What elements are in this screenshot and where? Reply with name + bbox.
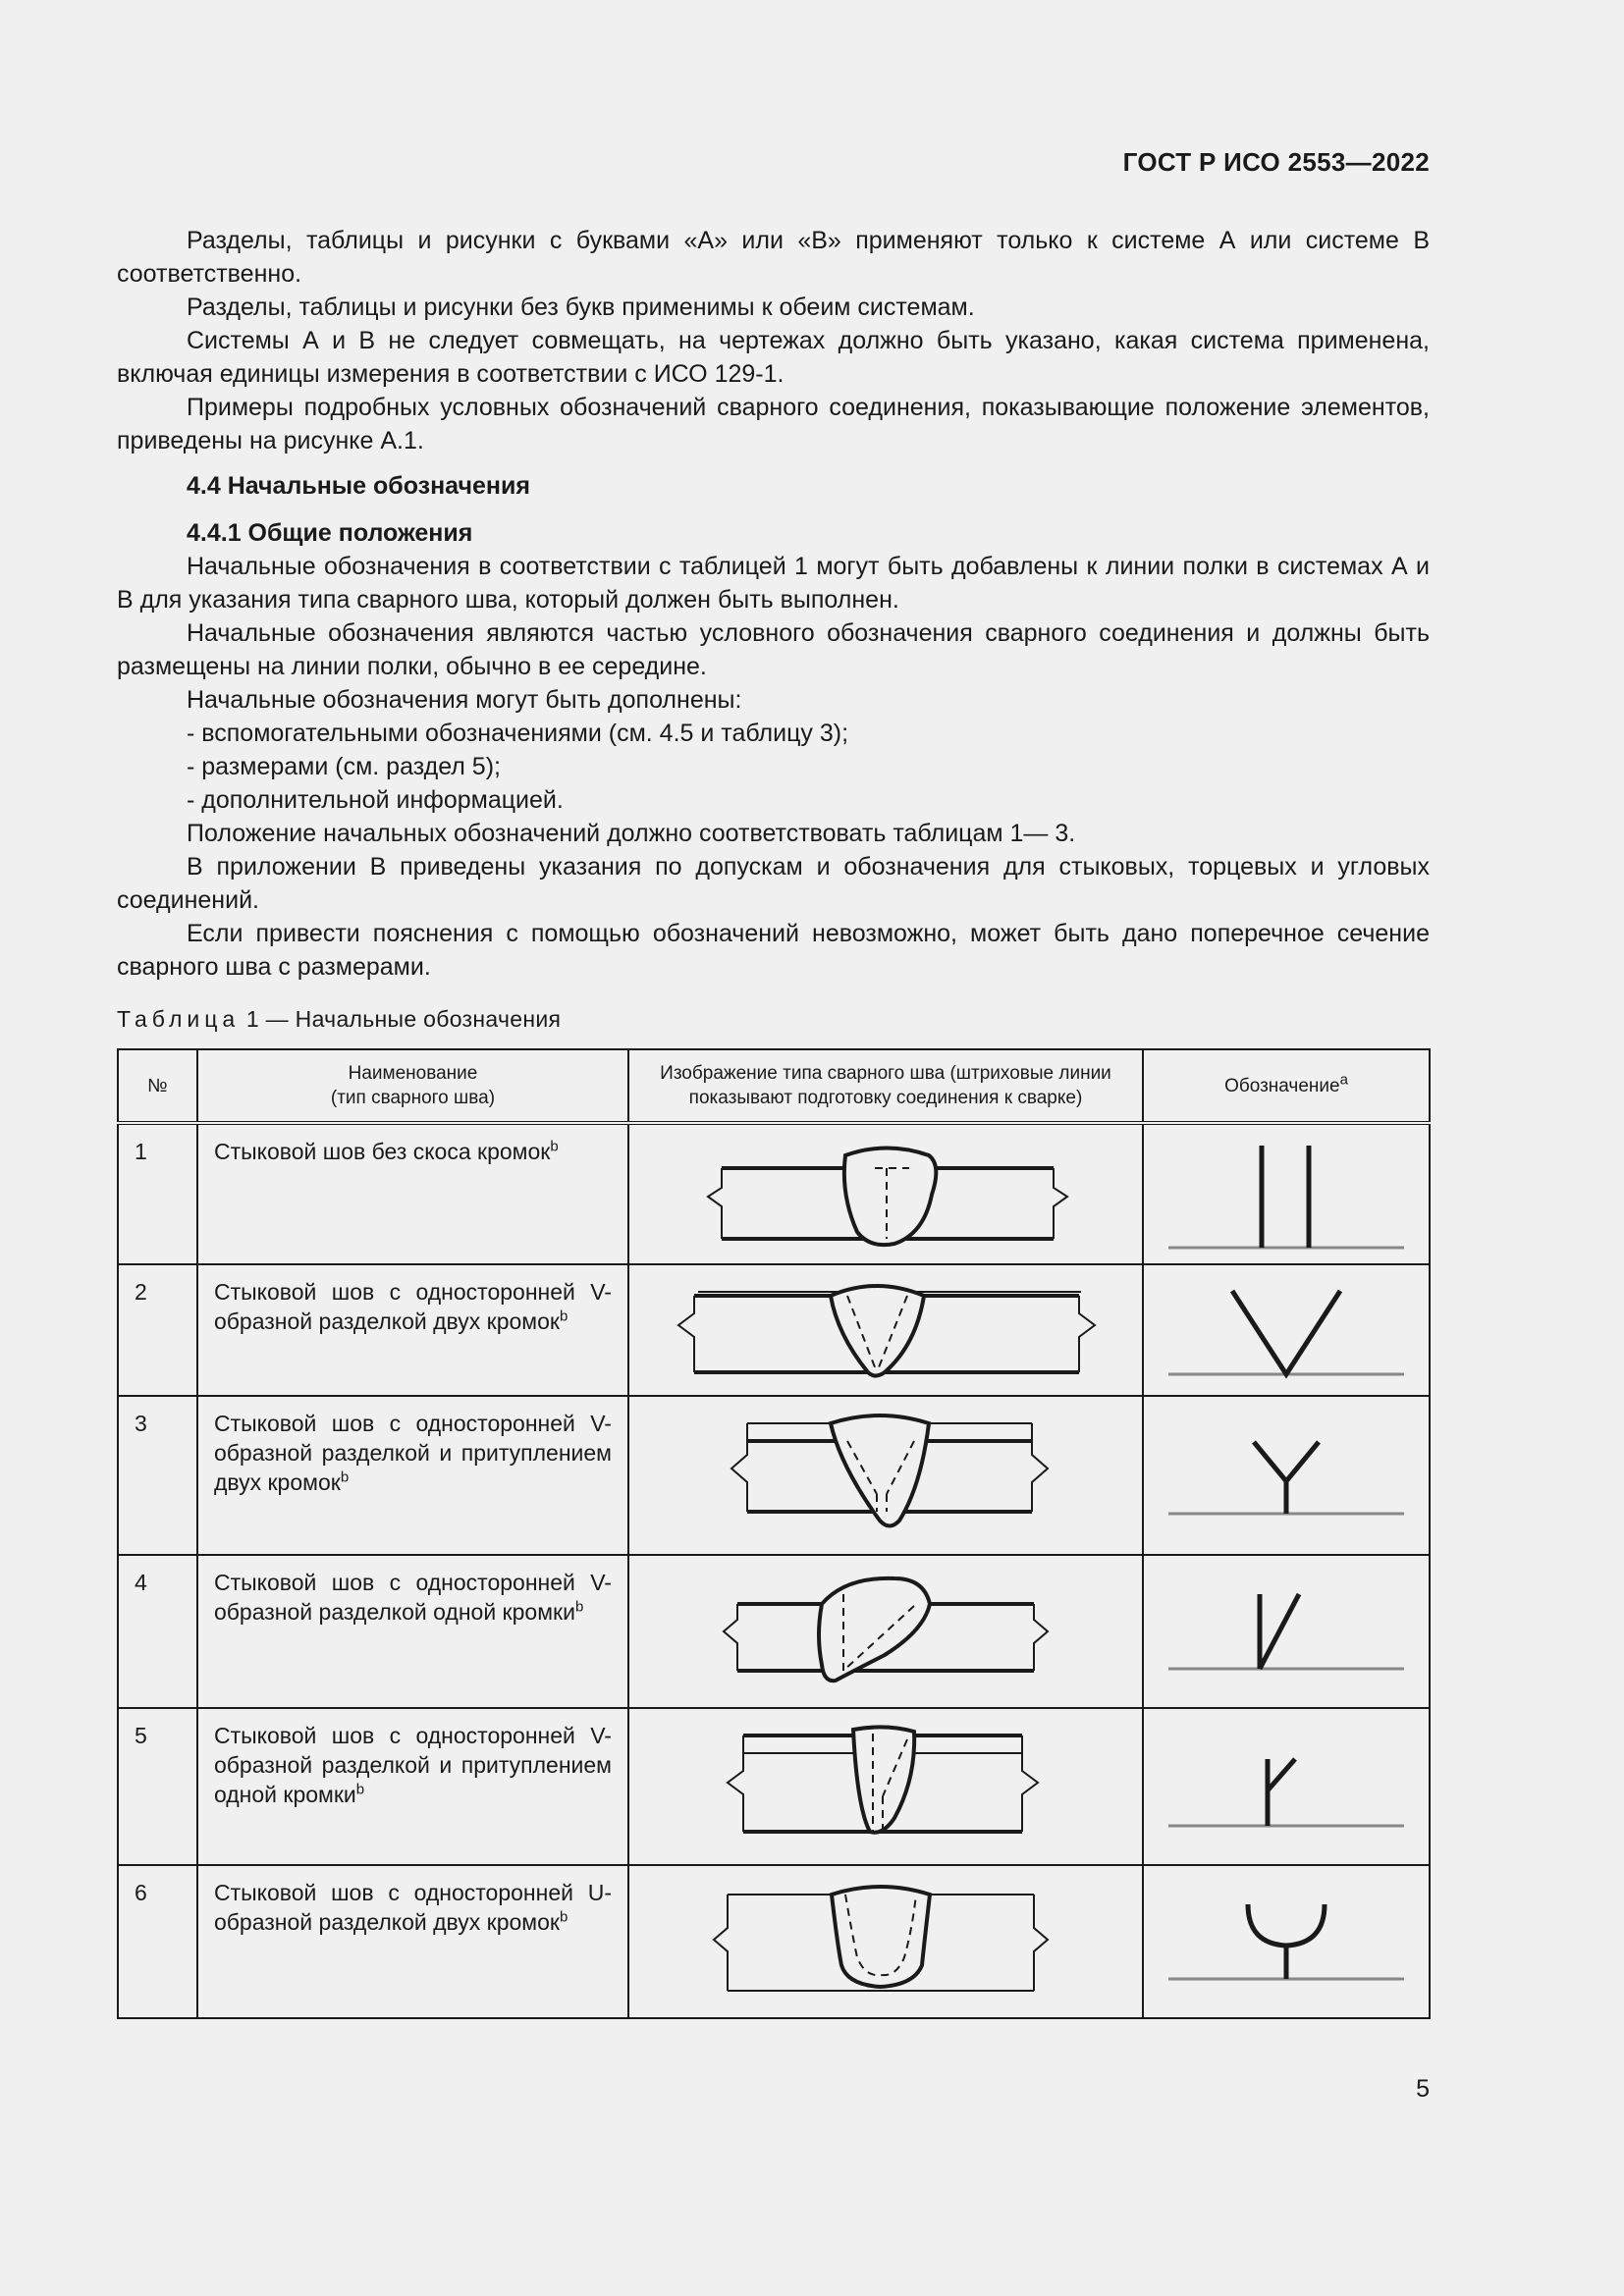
v-butt-symbol	[1144, 1266, 1429, 1394]
header-name: Наименование (тип сварного шва)	[197, 1049, 628, 1123]
list-item: - размерами (см. раздел 5);	[187, 753, 501, 780]
row-number: 6	[118, 1865, 197, 2018]
weld-symbol	[1143, 1708, 1430, 1865]
square-butt-weld-drawing	[629, 1126, 1142, 1263]
header-symbol: Обозначение$^a$	[1143, 1049, 1430, 1123]
weld-symbol	[1143, 1555, 1430, 1708]
document-header: ГОСТ Р ИСО 2553—2022	[1122, 147, 1430, 177]
list-item: - дополнительной информацией.	[187, 786, 564, 814]
body-text	[117, 224, 1430, 984]
v-butt-weld-drawing	[629, 1266, 1142, 1394]
weld-image	[628, 1708, 1143, 1865]
table-caption	[117, 1006, 561, 1033]
bevel-root-face-symbol	[1144, 1710, 1429, 1863]
row-number: 5	[118, 1708, 197, 1865]
subsection-heading: 4.4.1 Общие положения	[187, 519, 473, 547]
weld-symbols-table	[117, 1048, 1431, 2019]
weld-image	[628, 1865, 1143, 2018]
bevel-butt-weld-drawing	[629, 1557, 1142, 1706]
header-num: №	[118, 1049, 197, 1123]
table-row	[118, 1396, 1430, 1555]
row-name: Стыковой шов без скоса кромок$^b$	[197, 1123, 628, 1264]
table-row	[118, 1865, 1430, 2018]
paragraph: Системы А и В не следует совмещать, на чертежах должно быть указано, какая система применена, включая единицы измерения в соответствии с ИСО 129-1.	[117, 327, 1430, 388]
paragraph: Если привести пояснения с помощью обозначений невозможно, может быть дано поперечное сечение сварного шва с размерами.	[117, 920, 1430, 981]
y-butt-symbol	[1144, 1398, 1429, 1553]
table-header-row	[118, 1049, 1430, 1123]
paragraph: Положение начальных обозначений должно соответствовать таблицам 1— 3.	[187, 820, 1076, 847]
bevel-root-face-weld-drawing	[629, 1710, 1142, 1863]
row-name: Стыковой шов с односторонней V-образной разделкой и притуплением двух кромок$^b$	[197, 1396, 628, 1555]
row-number: 4	[118, 1555, 197, 1708]
paragraph: Разделы, таблицы и рисунки без букв применимы к обеим системам.	[187, 294, 975, 321]
u-butt-symbol	[1144, 1867, 1429, 2016]
table-row	[118, 1555, 1430, 1708]
list-item: - вспомогательными обозначениями (см. 4.5 и таблицу 3);	[187, 720, 849, 747]
weld-image	[628, 1555, 1143, 1708]
paragraph: В приложении В приведены указания по допускам и обозначения для стыковых, торцевых и угловых соединений.	[117, 853, 1430, 914]
row-number: 1	[118, 1123, 197, 1264]
page-number: 5	[1416, 2075, 1430, 2103]
row-name: Стыковой шов с односторонней V-образной разделкой двух кромок$^b$	[197, 1264, 628, 1396]
row-number: 3	[118, 1396, 197, 1555]
weld-symbol	[1143, 1865, 1430, 2018]
square-butt-symbol	[1144, 1126, 1429, 1263]
paragraph: Начальные обозначения являются частью условного обозначения сварного соединения и должны быть размещены на линии полки, обычно в ее середине.	[117, 619, 1430, 680]
header-image: Изображение типа сварного шва (штриховые линии показывают подготовку соединения к сварке)	[628, 1049, 1143, 1123]
table-row	[118, 1123, 1430, 1264]
paragraph: Разделы, таблицы и рисунки с буквами «А» или «В» применяют только к системе А или системе В соответственно.	[117, 227, 1430, 288]
weld-symbol	[1143, 1123, 1430, 1264]
table-caption-title: 1 — Начальные обозначения	[245, 1006, 562, 1032]
y-butt-weld-drawing	[629, 1398, 1142, 1553]
table-row	[118, 1264, 1430, 1396]
table-row	[118, 1708, 1430, 1865]
row-number: 2	[118, 1264, 197, 1396]
weld-image	[628, 1396, 1143, 1555]
table-caption-label: Таблица	[117, 1006, 241, 1032]
paragraph: Начальные обозначения могут быть дополнены:	[187, 686, 742, 714]
row-name: Стыковой шов с односторонней U-образной разделкой двух кромок$^b$	[197, 1865, 628, 2018]
paragraph: Примеры подробных условных обозначений сварного соединения, показывающие положение элементов, приведены на рисунке А.1.	[117, 394, 1430, 454]
section-heading: 4.4 Начальные обозначения	[187, 472, 530, 500]
weld-symbol	[1143, 1396, 1430, 1555]
weld-image	[628, 1264, 1143, 1396]
bevel-butt-symbol	[1144, 1557, 1429, 1706]
u-butt-weld-drawing	[629, 1867, 1142, 2016]
weld-symbol	[1143, 1264, 1430, 1396]
row-name: Стыковой шов с односторонней V-образной разделкой и притуплением одной кромки$^b$	[197, 1708, 628, 1865]
weld-image	[628, 1123, 1143, 1264]
row-name: Стыковой шов с односторонней V-образной разделкой одной кромки$^b$	[197, 1555, 628, 1708]
paragraph: Начальные обозначения в соответствии с таблицей 1 могут быть добавлены к линии полки в системах А и В для указания типа сварного шва, который должен быть выполнен.	[117, 553, 1430, 614]
